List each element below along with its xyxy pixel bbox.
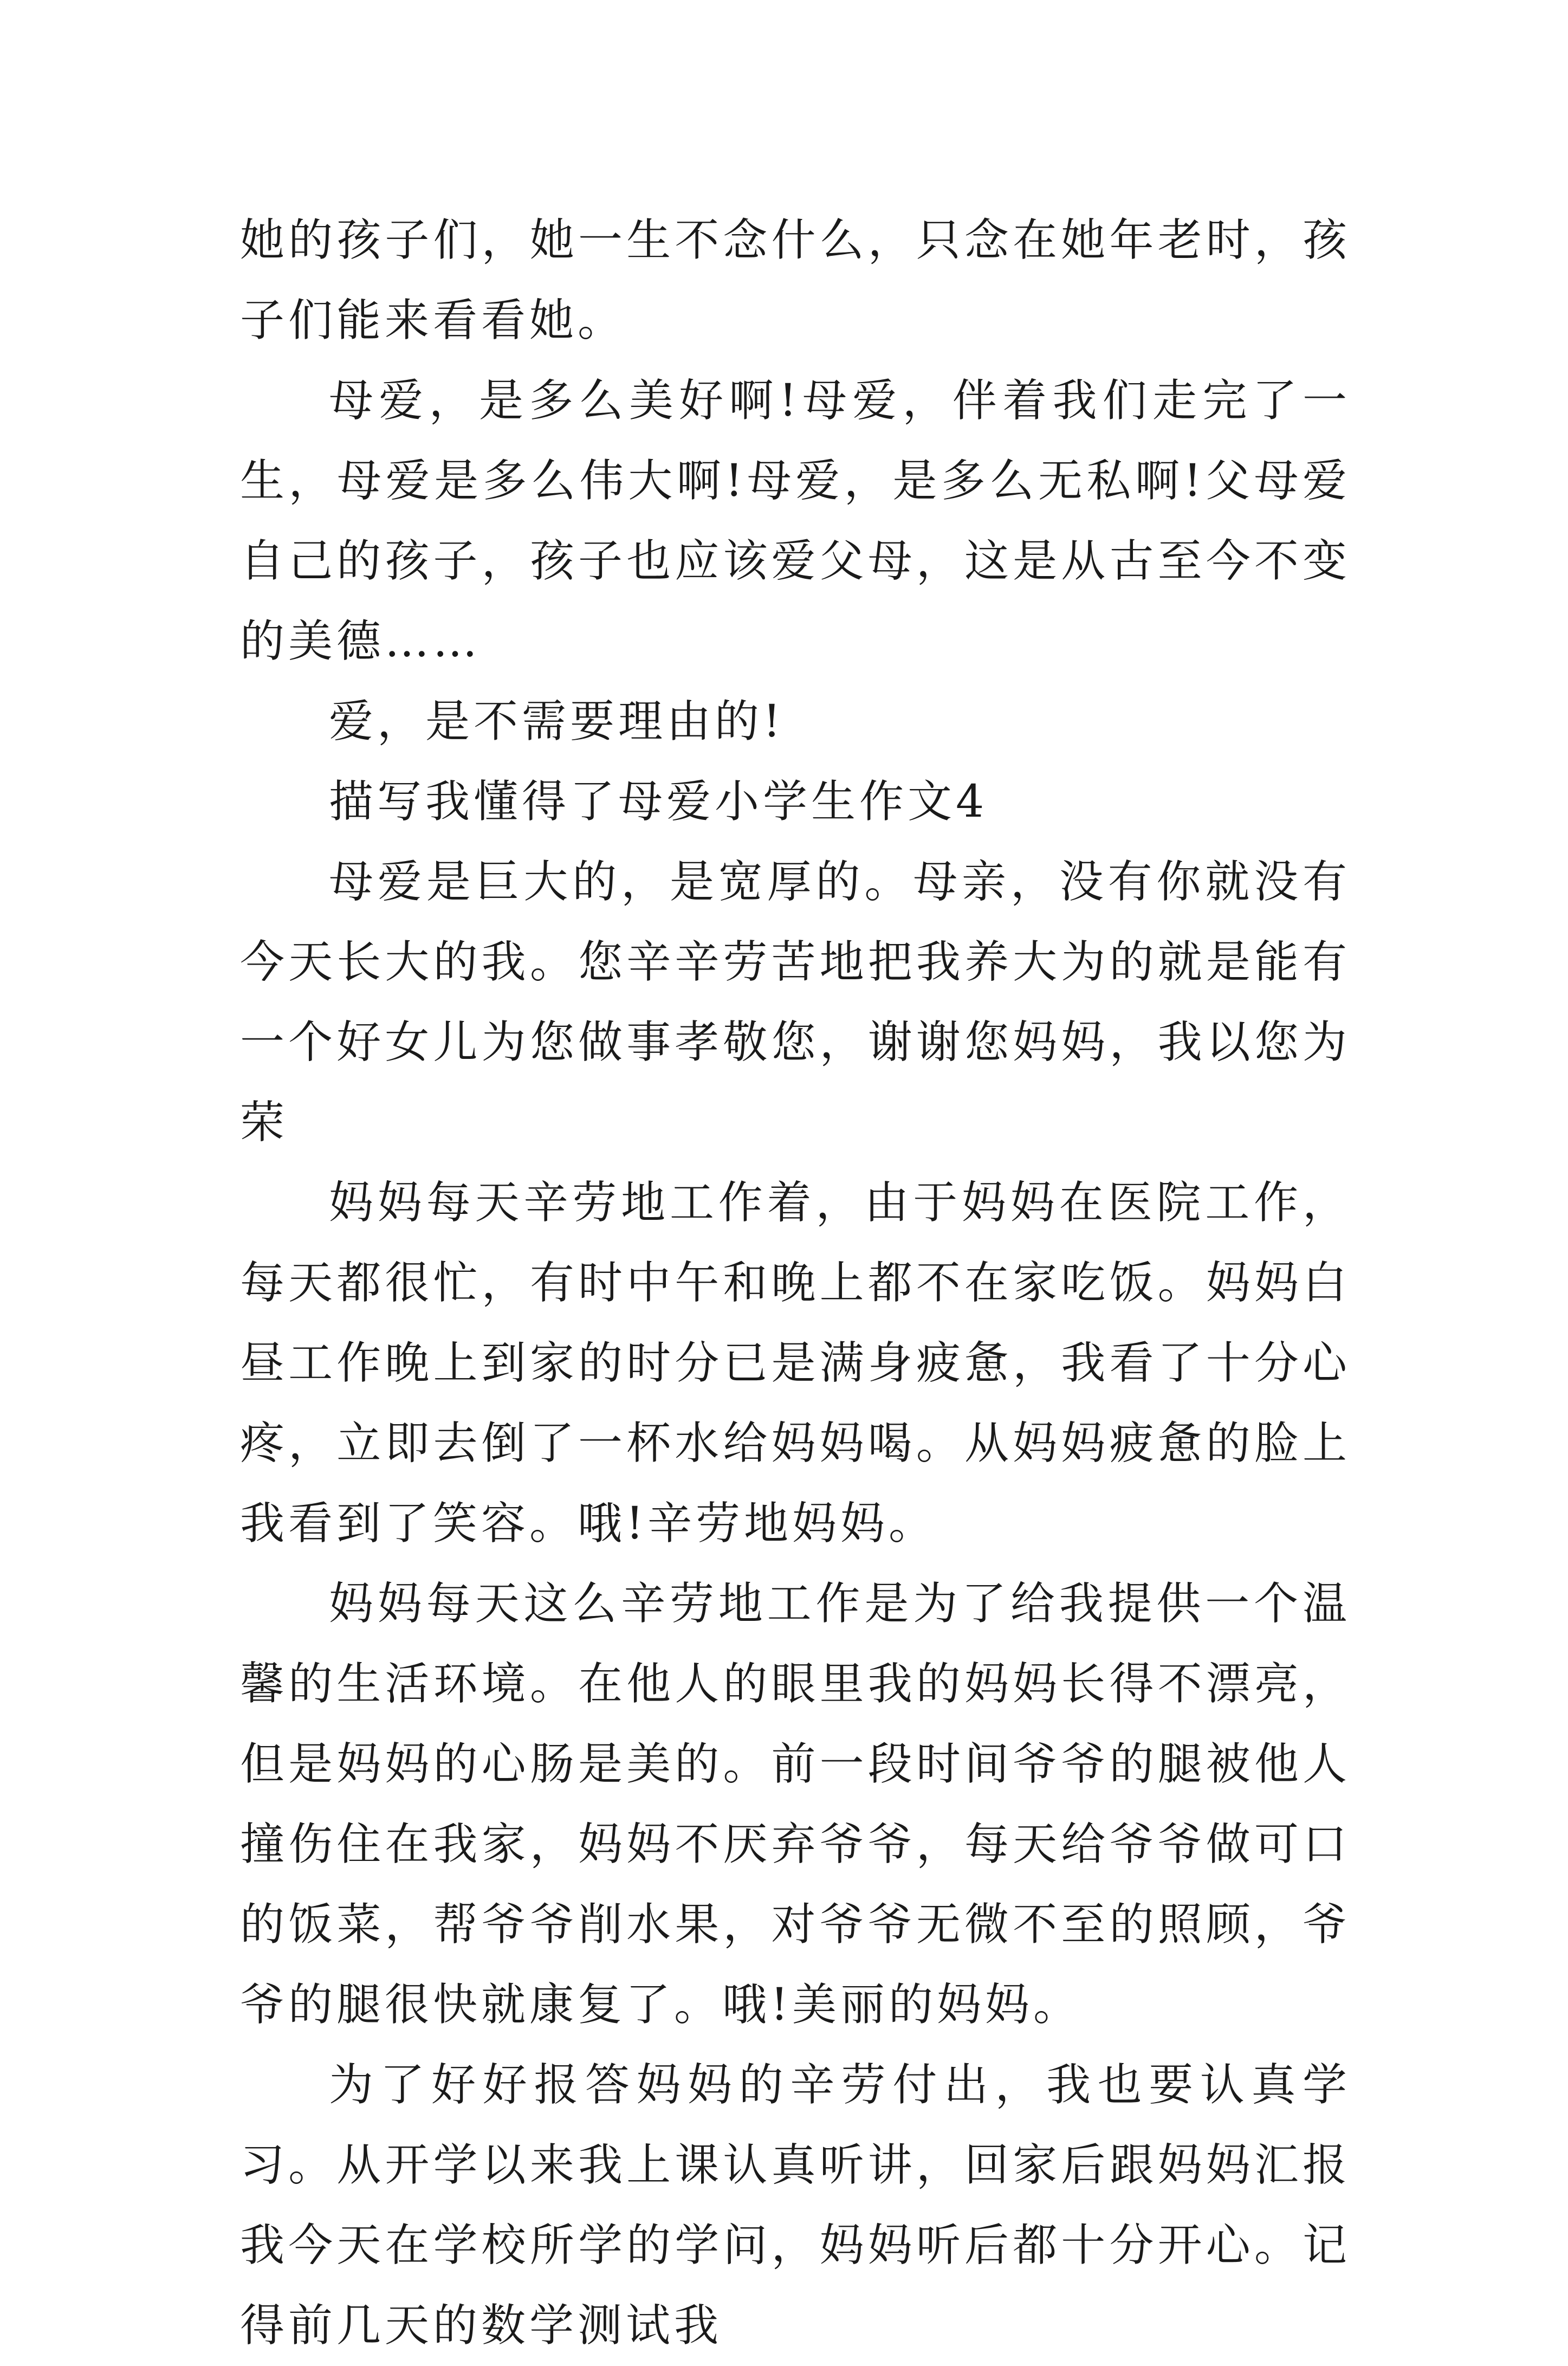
document-body	[240, 201, 1351, 2366]
paragraph-mother-love-praise: 母爱，是多么美好啊!母爱，伴着我们走完了一生，母爱是多么伟大啊!母爱，是多么无私啊!父母爱自己的孩子，孩子也应该爱父母，这是从古至今不变的美德……	[240, 375, 1351, 667]
paragraph-repay-mother: 为了好好报答妈妈的辛劳付出，我也要认真学习。从开学以来我上课认真听讲，回家后跟妈妈汇报我今天在学校所学的学问，妈妈听后都十分开心。记得前几天的数学测试我	[240, 2059, 1351, 2351]
paragraph-warm-home: 妈妈每天这么辛劳地工作是为了给我提供一个温馨的生活环境。在他人的眼里我的妈妈长得不漂亮，但是妈妈的心肠是美的。前一段时间爷爷的腿被他人撞伤住在我家，妈妈不厌弃爷爷，每天给爷爷做可口的饭菜，帮爷爷削水果，对爷爷无微不至的照顾，爷爷的腿很快就康复了。哦!美丽的妈妈。	[240, 1578, 1351, 2031]
paragraph-mother-works-hard: 妈妈每天辛劳地工作着，由于妈妈在医院工作，每天都很忙，有时中午和晚上都不在家吃饭。妈妈白昼工作晚上到家的时分已是满身疲惫，我看了十分心疼，立即去倒了一杯水给妈妈喝。从妈妈疲惫的脸上我看到了笑容。哦!辛劳地妈妈。	[240, 1177, 1351, 1549]
paragraph-continuation: 她的孩子们，她一生不念什么，只念在她年老时，孩子们能来看看她。	[240, 215, 1351, 346]
paragraph-mother-great: 母爱是巨大的，是宽厚的。母亲，没有你就没有今天长大的我。您辛辛劳苦地把我养大为的就是能有一个好女儿为您做事孝敬您，谢谢您妈妈，我以您为荣	[240, 856, 1351, 1148]
paragraph-love-no-reason: 爱，是不需要理由的!	[329, 696, 785, 747]
essay-title-4: 描写我懂得了母爱小学生作文4	[329, 776, 988, 828]
